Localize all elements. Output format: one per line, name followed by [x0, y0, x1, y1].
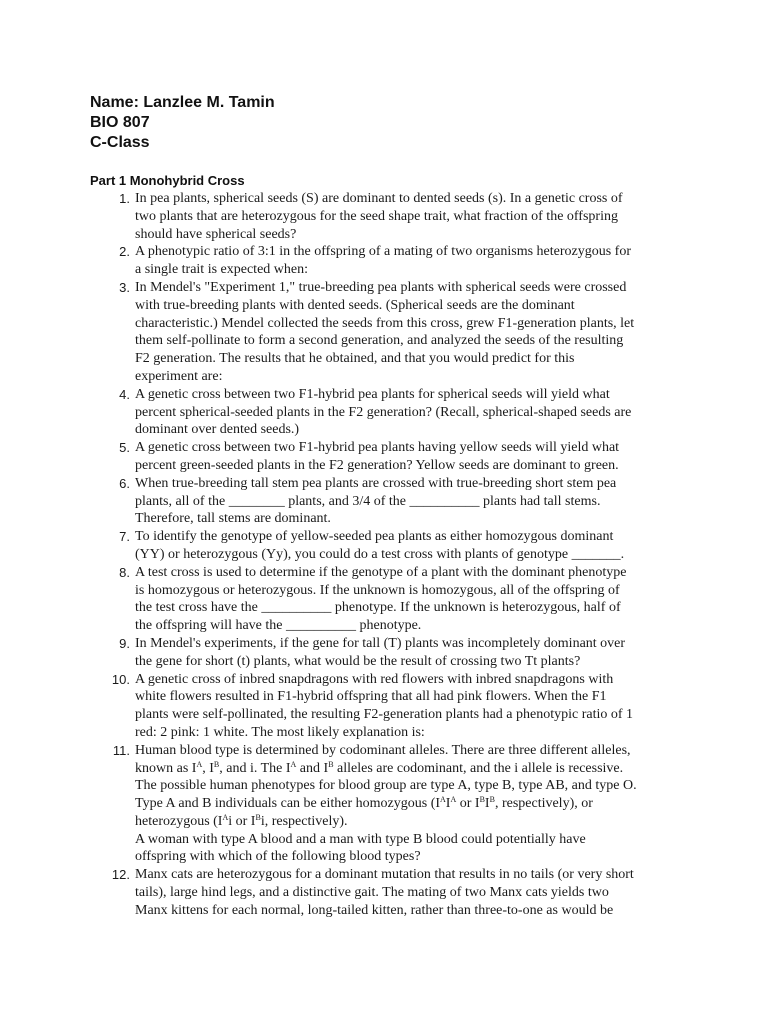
question-text-line: In Mendel's experiments, if the gene for tall (T) plants was incompletely dominant over: [135, 635, 626, 651]
student-name: Name: Lanzlee M. Tamin: [90, 94, 275, 111]
question-item: [90, 243, 690, 279]
question-text-line: The possible human phenotypes for blood group are type A, type B, type AB, and type O.: [135, 778, 637, 794]
question-text-line: F2 generation. The results that he obtained, and that you would predict for this: [135, 351, 575, 367]
question-text-line: Therefore, tall stems are dominant.: [135, 511, 331, 527]
question-text-line: In Mendel's "Experiment 1," true-breeding pea plants with spherical seeds were crossed: [135, 279, 627, 295]
course-code: BIO 807: [90, 114, 150, 131]
question-item: [90, 671, 690, 742]
question-item: [90, 564, 690, 635]
question-item: [90, 635, 690, 671]
class-section: C-Class: [90, 134, 150, 151]
question-number: 5.: [119, 440, 130, 456]
question-item: [90, 386, 690, 439]
question-number: 1.: [119, 191, 130, 206]
question-text-line: white flowers resulted in F1-hybrid offspring that all had pink flowers. When the F1: [135, 689, 607, 705]
question-number: 10.: [111, 671, 130, 687]
question-text-line: is homozygous or heterozygous. If the unknown is homozygous, all of the offspring of: [135, 582, 620, 598]
question-item: [90, 528, 690, 564]
question-text-line: A genetic cross of inbred snapdragons with red flowers with inbred snapdragons with: [135, 671, 614, 687]
question-text-line: heterozygous ($I^Ai$ or $I^Bi$, respectively).: [135, 812, 348, 829]
question-text-line: should have spherical seeds?: [135, 226, 297, 242]
question-text-line: a single trait is expected when:: [135, 262, 308, 278]
question-text-line: A test cross is used to determine if the genotype of a plant with the dominant phenotype: [135, 564, 627, 580]
question-number: 4.: [119, 386, 130, 402]
question-text-line: percent green-seeded plants in the F2 generation? Yellow seeds are dominant to green.: [135, 457, 619, 473]
question-text-line: A genetic cross between two F1-hybrid pea plants for spherical seeds will yield what: [135, 386, 610, 402]
question-text-line: offspring with which of the following blood types?: [135, 849, 421, 865]
question-number: 3.: [119, 279, 130, 295]
question-text-line: dominant over dented seeds.): [135, 422, 300, 438]
question-number: 7.: [119, 529, 130, 545]
question-text-line: A woman with type A blood and a man with type B blood could potentially have: [135, 831, 586, 847]
question-text-line: Type A and B individuals can be either homozygous ($I^AI^A$ or $I^BI^B$, respectively), or: [135, 795, 593, 812]
document-page: [90, 93, 690, 920]
question-text-line: known as $I^A$, $I^B$, and i. The $I^A$ and $I^B$ alleles are codominant, and the i allele is recessive.: [135, 759, 624, 776]
question-item: [90, 439, 690, 475]
question-item: [90, 866, 690, 919]
question-text-line: experiment are:: [135, 368, 223, 384]
question-text-line: two plants that are heterozygous for the seed shape trait, what fraction of the offspring: [135, 208, 618, 224]
question-text-line: A phenotypic ratio of 3:1 in the offspring of a mating of two organisms heterozygous for: [135, 244, 632, 260]
question-item: [90, 279, 690, 386]
question-item: [90, 475, 690, 528]
question-text-line: them self-pollinate to form a second generation, and analyzed the seeds of the resulting: [135, 333, 624, 349]
question-text-line: When true-breeding tall stem pea plants are crossed with true-breeding short stem pea: [135, 475, 617, 491]
question-text-line: characteristic.) Mendel collected the seeds from this cross, grew F1-generation plants, let: [135, 315, 635, 331]
question-number: 12.: [111, 867, 130, 883]
question-text-line: A genetic cross between two F1-hybrid pea plants having yellow seeds will yield what: [135, 440, 620, 456]
part-title: Part 1 Monohybrid Cross: [90, 173, 245, 188]
question-text-line: tails), large hind legs, and a distinctive gait. The mating of two Manx cats yields two: [135, 885, 609, 901]
question-text-line: percent spherical-seeded plants in the F2 generation? (Recall, spherical-shaped seeds are: [135, 404, 632, 420]
question-text-line: the gene for short (t) plants, what would be the result of crossing two Tt plants?: [135, 653, 581, 669]
question-text-line: plants, all of the ________ plants, and 3/4 of the __________ plants had tall stems.: [135, 493, 601, 509]
question-list: [90, 190, 690, 920]
question-text-line: Human blood type is determined by codominant alleles. There are three different alleles,: [135, 742, 631, 758]
question-item: [90, 742, 690, 867]
question-text-line: To identify the genotype of yellow-seeded pea plants as either homozygous dominant: [135, 529, 614, 545]
question-number: 9.: [119, 635, 130, 651]
question-text-line: plants were self-pollinated, the resulting F2-generation plants had a phenotypic ratio of 1: [135, 707, 634, 723]
question-text-line: with true-breeding plants with dented seeds. (Spherical seeds are the dominant: [135, 297, 575, 313]
question-text-line: red: 2 pink: 1 white. The most likely explanation is:: [135, 724, 425, 740]
question-text-line: (YY) or heterozygous (Yy), you could do a test cross with plants of genotype _______.: [135, 546, 625, 562]
question-number: 8.: [119, 564, 130, 580]
question-number: 11.: [112, 742, 130, 758]
question-text-line: In pea plants, spherical seeds (S) are dominant to dented seeds (s). In a genetic cross of: [135, 191, 623, 206]
question-text-line: the test cross have the __________ phenotype. If the unknown is heterozygous, half of: [135, 600, 621, 616]
question-text-line: the offspring will have the __________ phenotype.: [135, 618, 422, 634]
question-text-line: Manx cats are heterozygous for a dominant mutation that results in no tails (or very short: [135, 867, 634, 883]
question-number: 6.: [119, 475, 130, 491]
question-text-line: Manx kittens for each normal, long-tailed kitten, rather than three-to-one as would be: [135, 902, 614, 918]
question-item: [90, 190, 690, 243]
question-number: 2.: [119, 244, 130, 260]
